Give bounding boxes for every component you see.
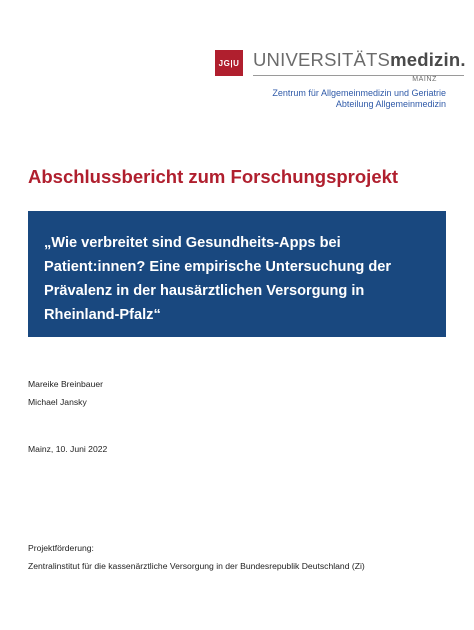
- author-list: [28, 375, 103, 411]
- logo-wordmark: [253, 49, 466, 71]
- author-name: Michael Jansky: [28, 397, 87, 407]
- funding-organization: Zentralinstitut für die kassenärztliche Versorgung in der Bundesrepublik Deutschland (Zi): [28, 561, 365, 571]
- report-title: Abschlussbericht zum Forschungsprojekt: [28, 166, 399, 187]
- author-name: Mareike Breinbauer: [28, 379, 103, 389]
- report-date: Mainz, 10. Juni 2022: [28, 444, 108, 454]
- department-info: [272, 88, 446, 110]
- logo-wordmark-bold: medizin.: [390, 49, 466, 70]
- jgu-logo-mark: JG|U: [215, 50, 243, 76]
- project-title-box: [28, 211, 446, 337]
- project-title: „Wie verbreitet sind Gesundheits-Apps bei Patient:innen? Eine empirische Untersuchung der Prävalenz in der hausärztlichen Versorgung in Rheinland-Pfalz“: [44, 235, 392, 323]
- logo-wordmark-regular: UNIVERSITÄTS: [253, 49, 391, 70]
- logo-subtitle: MAINZ: [412, 76, 437, 83]
- department-line-1: Zentrum für Allgemeinmedizin und Geriatrie: [272, 88, 446, 98]
- funding-label: Projektförderung:: [28, 543, 94, 553]
- department-line-2: Abteilung Allgemeinmedizin: [335, 99, 446, 109]
